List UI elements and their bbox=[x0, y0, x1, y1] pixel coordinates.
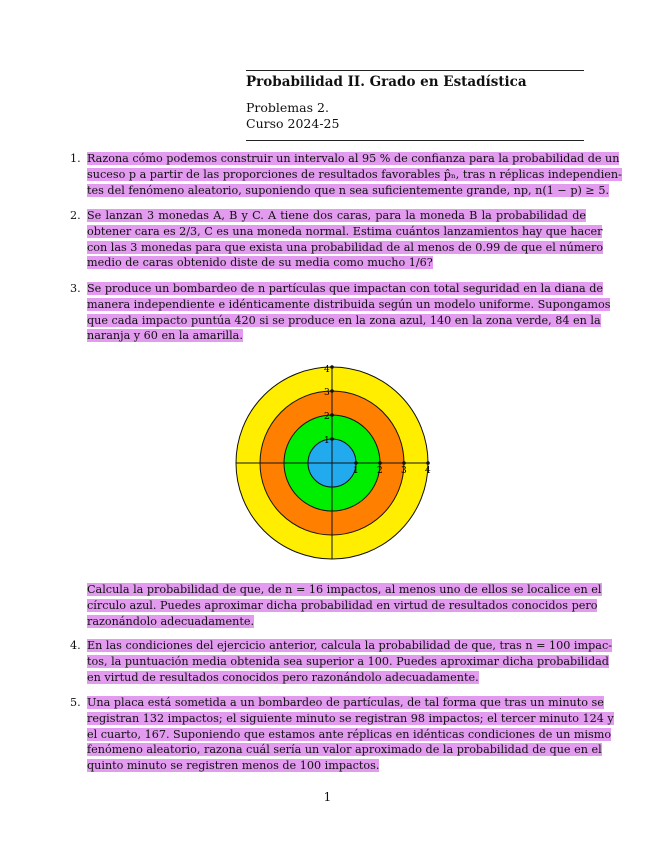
x-label-2: 2 bbox=[377, 466, 383, 476]
problem-line: Razona cómo podemos construir un intervalo al 95 % de confianza para la probabilidad de un bbox=[87, 152, 620, 165]
y-label-3: 3 bbox=[324, 388, 330, 398]
problem-line: el cuarto, 167. Suponiendo que estamos ante réplicas en idénticas condiciones de un mismo bbox=[87, 727, 612, 741]
problem-line: Se produce un bombardeo de n partículas que impactan con total seguridad en la diana de bbox=[87, 282, 604, 295]
problem-line: manera independiente e idénticamente distribuida según un modelo uniforme. Supongamos bbox=[87, 297, 611, 311]
problem-1 bbox=[70, 151, 622, 199]
problem-line: tes del fenómeno aleatorio, suponiendo que n sea suficientemente grande, np, n(1 − p) ≥ 5. bbox=[87, 183, 610, 197]
problem-4 bbox=[70, 638, 612, 686]
y-label-4: 4 bbox=[324, 365, 330, 375]
document-title: Probabilidad II. Grado en Estadística bbox=[246, 74, 527, 90]
header-bottom-rule bbox=[246, 140, 584, 141]
x-label-4: 4 bbox=[425, 466, 431, 476]
x-label-3: 3 bbox=[401, 466, 407, 476]
target-figure bbox=[232, 363, 432, 563]
problem-line: medio de caras obtenido diste de su media como mucho 1/6? bbox=[87, 256, 433, 270]
problem-line: naranja y 60 en la amarilla. bbox=[87, 329, 243, 343]
problem-line: Una placa está sometida a un bombardeo de partículas, de tal forma que tras un minuto se bbox=[87, 696, 604, 709]
problem-3-continuation bbox=[87, 582, 602, 630]
problem-line: en virtud de resultados conocidos pero razonándolo adecuadamente. bbox=[87, 670, 479, 684]
problem-line: registran 132 impactos; el siguiente minuto se registran 98 impactos; el tercer minuto 124 y bbox=[87, 711, 614, 725]
problem-line: Se lanzan 3 monedas A, B y C. A tiene dos caras, para la moneda B la probabilidad de bbox=[87, 209, 586, 222]
problem-line: que cada impacto puntúa 420 si se produce en la zona azul, 140 en la zona verde, 84 en la bbox=[87, 313, 601, 327]
problem-line: razonándolo adecuadamente. bbox=[87, 614, 255, 628]
problem-number: 2. bbox=[70, 209, 81, 222]
problem-line: obtener cara es 2/3, C es una moneda normal. Estima cuántos lanzamientos hay que hacer bbox=[87, 224, 603, 238]
y-label-1: 1 bbox=[324, 436, 330, 446]
document-subtitle: Problemas 2. bbox=[246, 100, 329, 115]
problem-3 bbox=[70, 281, 611, 345]
page-number: 1 bbox=[323, 790, 332, 804]
problem-line: círculo azul. Puedes aproximar dicha probabilidad en virtud de resultados conocidos pero bbox=[87, 598, 598, 612]
y-label-2: 2 bbox=[324, 412, 330, 422]
problem-line: tos, la puntuación media obtenida sea superior a 100. Puedes aproximar dicha probabilidad bbox=[87, 654, 609, 668]
problem-number: 1. bbox=[70, 152, 81, 165]
problem-line: fenómeno aleatorio, razona cuál sería un valor aproximado de la probabilidad de que en el bbox=[87, 743, 602, 757]
problem-number: 5. bbox=[70, 696, 81, 709]
problem-5 bbox=[70, 695, 614, 775]
problem-line: Calcula la probabilidad de que, de n = 16 impactos, al menos uno de ellos se localice en el bbox=[87, 583, 602, 596]
problem-number: 3. bbox=[70, 282, 81, 295]
document-course: Curso 2024-25 bbox=[246, 116, 340, 131]
problem-line: con las 3 monedas para que exista una probabilidad de al menos de 0.99 de que el número bbox=[87, 240, 604, 254]
problem-line: En las condiciones del ejercicio anterior, calcula la probabilidad de que, tras n = 100 impac- bbox=[87, 639, 612, 652]
problem-line: quinto minuto se registren menos de 100 impactos. bbox=[87, 759, 380, 773]
problem-line: suceso p a partir de las proporciones de resultados favorables p̂ₙ, tras n réplicas independien- bbox=[87, 167, 622, 181]
problem-2 bbox=[70, 208, 604, 272]
x-label-1: 1 bbox=[353, 466, 359, 476]
problem-number: 4. bbox=[70, 639, 81, 652]
header-top-rule bbox=[246, 70, 584, 71]
